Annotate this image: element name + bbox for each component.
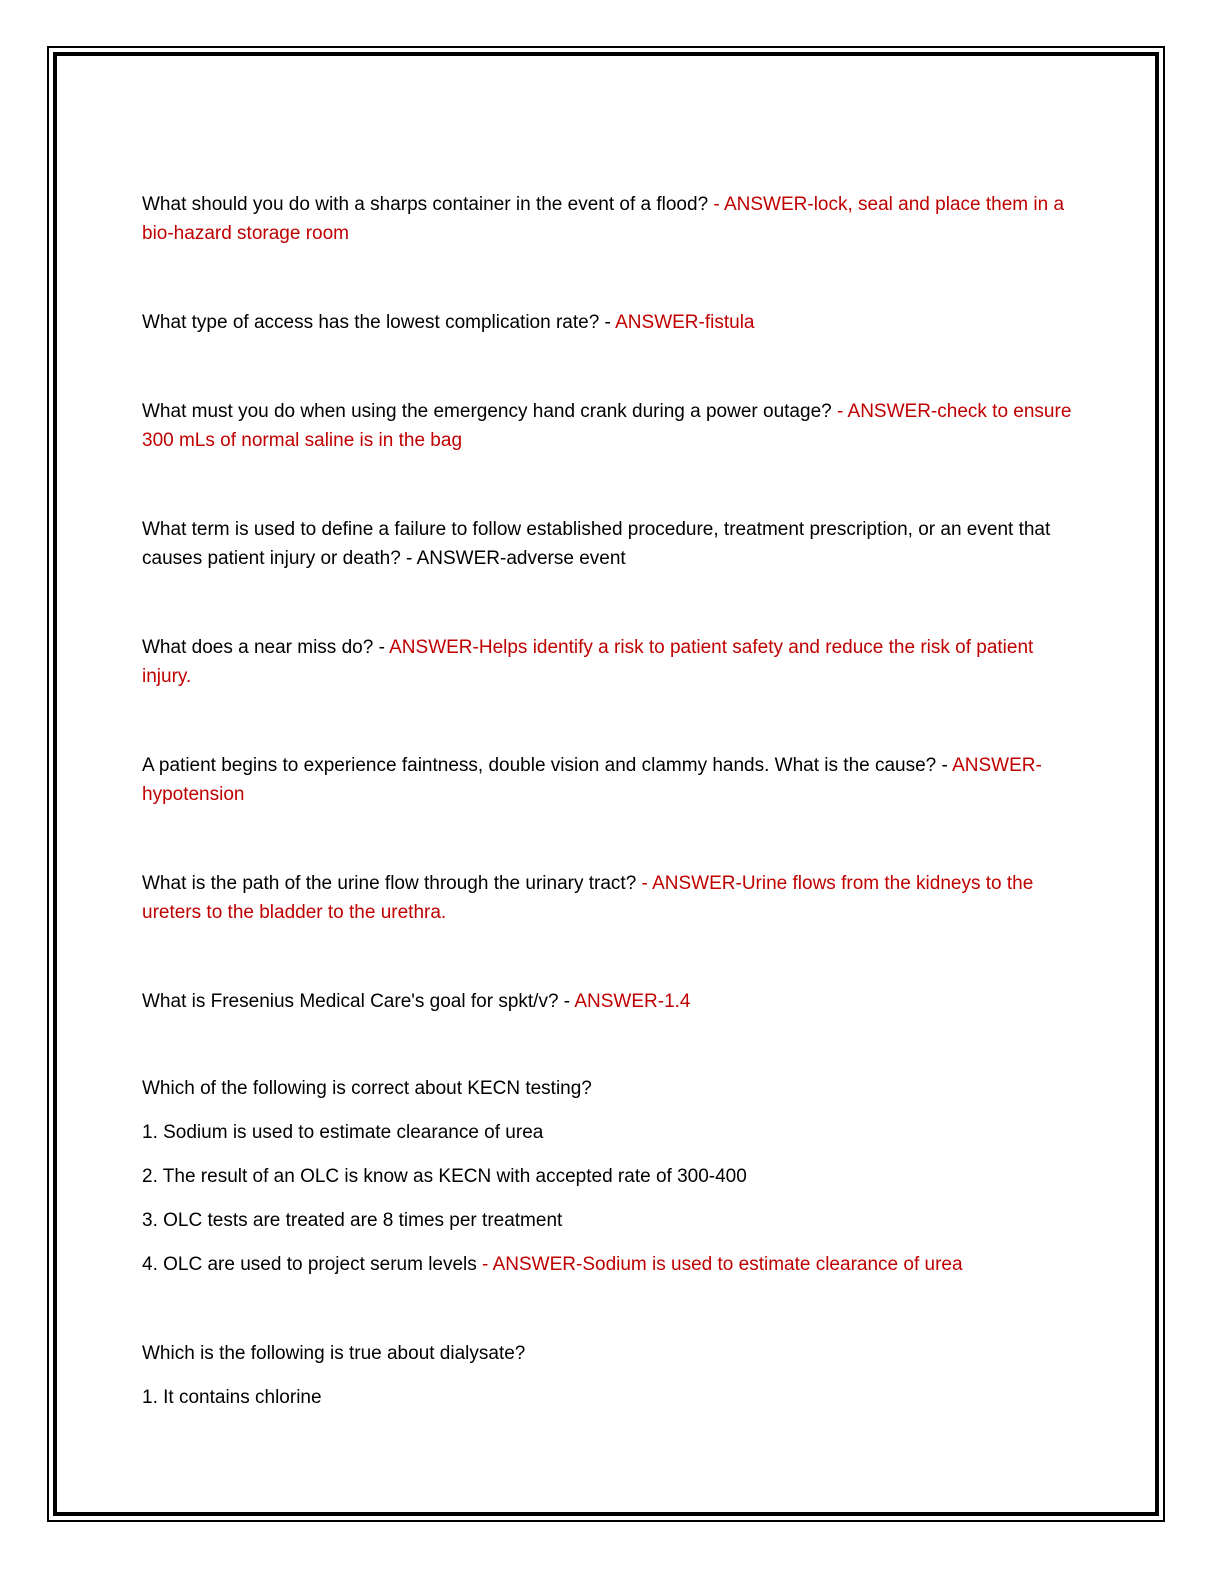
question-text: What term is used to define a failure to follow established procedure, treatment prescription, or an event that causes patient injury or death? - ANSWER-adverse event — [142, 519, 1051, 569]
qa-item — [142, 633, 1082, 691]
question-text: What should you do with a sharps container in the event of a flood? — [142, 194, 709, 215]
answer-text: - ANSWER-lock, seal and place them in a bio-hazard storage room — [142, 194, 1065, 244]
kecn-option — [142, 1162, 1082, 1191]
document-body — [142, 190, 1082, 1427]
kecn-option — [142, 1206, 1082, 1235]
kecn-option — [142, 1118, 1082, 1147]
question-text: What must you do when using the emergency hand crank during a power outage? — [142, 401, 832, 422]
qa-item — [142, 308, 1082, 337]
qa-item — [142, 869, 1082, 927]
kecn-option — [142, 1250, 1082, 1279]
answer-text: ANSWER-1.4 — [574, 991, 691, 1012]
answer-text: ANSWER-fistula — [615, 312, 755, 333]
qa-item — [142, 397, 1082, 455]
option-text: 1. Sodium is used to estimate clearance of urea — [142, 1122, 544, 1143]
qa-item — [142, 987, 1082, 1016]
question-text: A patient begins to experience faintness, double vision and clammy hands. What is the cause? - — [142, 755, 953, 776]
option-text: 3. OLC tests are treated are 8 times per treatment — [142, 1210, 563, 1231]
qa-item — [142, 751, 1082, 809]
question-text: Which of the following is correct about KECN testing? — [142, 1078, 592, 1099]
answer-text: - ANSWER-Urine flows from the kidneys to the ureters to the bladder to the urethra. — [142, 873, 1034, 923]
option-text: 1. It contains chlorine — [142, 1387, 322, 1408]
question-text: What type of access has the lowest complication rate? - — [142, 312, 616, 333]
answer-text: ANSWER-hypotension — [142, 755, 1042, 805]
answer-text: - ANSWER-Sodium is used to estimate clearance of urea — [476, 1254, 963, 1275]
kecn-question — [142, 1074, 1082, 1103]
qa-item — [142, 190, 1082, 248]
qa-item — [142, 515, 1082, 573]
dialysate-question — [142, 1339, 1082, 1368]
question-text: What is the path of the urine flow through the urinary tract? — [142, 873, 637, 894]
option-text: 2. The result of an OLC is know as KECN with accepted rate of 300-400 — [142, 1166, 747, 1187]
option-text: 4. OLC are used to project serum levels — [142, 1254, 477, 1275]
question-text: What does a near miss do? - — [142, 637, 390, 658]
question-text: Which is the following is true about dialysate? — [142, 1343, 526, 1364]
answer-text: - ANSWER-check to ensure 300 mLs of normal saline is in the bag — [142, 401, 1072, 451]
answer-text: ANSWER-Helps identify a risk to patient safety and reduce the risk of patient injury. — [142, 637, 1034, 687]
dialysate-option — [142, 1383, 1082, 1412]
question-text: What is Fresenius Medical Care's goal for spkt/v? - — [142, 991, 575, 1012]
